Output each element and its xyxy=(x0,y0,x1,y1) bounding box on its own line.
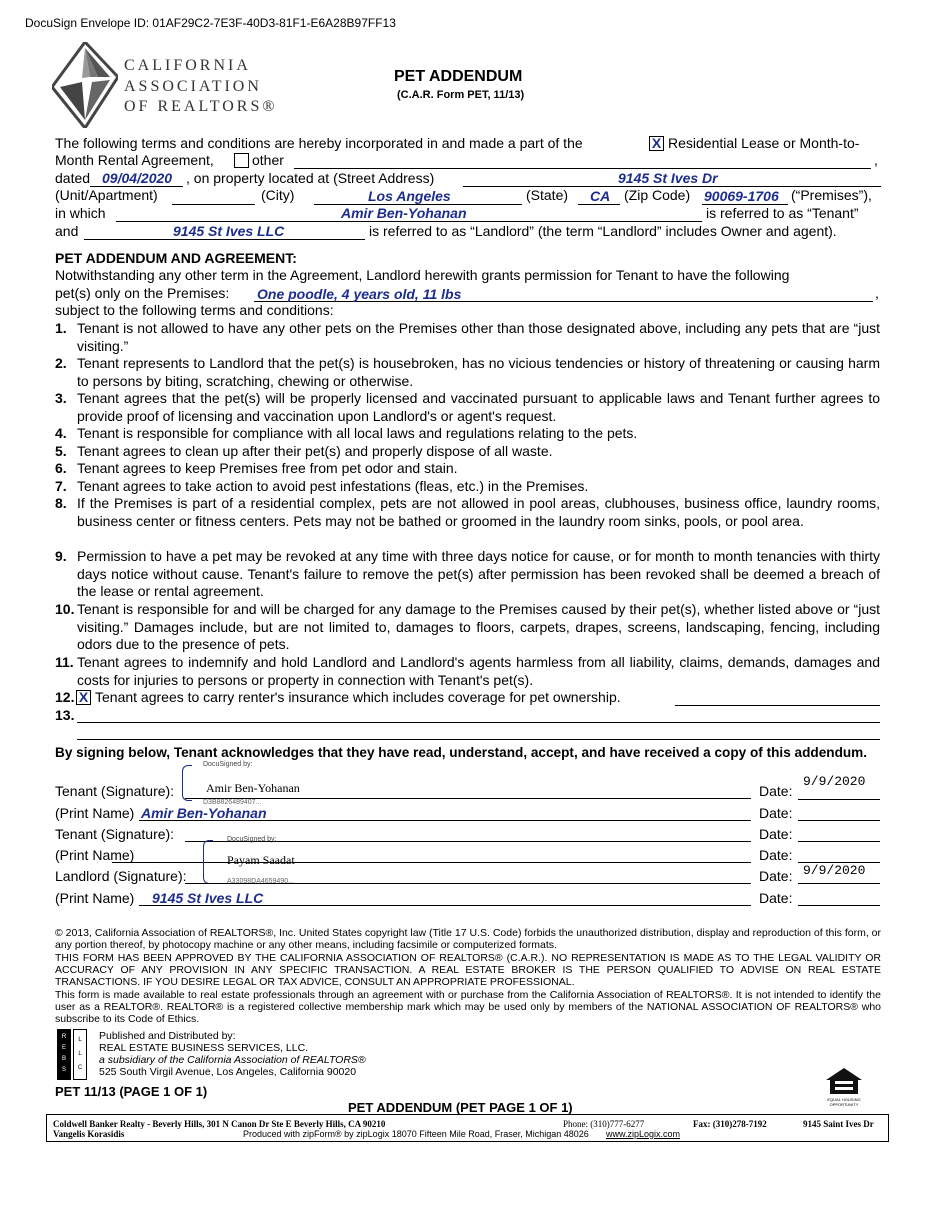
footer-broker: Coldwell Banker Realty - Beverly Hills, 301 N Canon Dr Ste E Beverly Hills, CA 90210 xyxy=(53,1119,386,1129)
term-number: 7. xyxy=(55,478,67,494)
state-label: (State) xyxy=(526,187,569,203)
print-name-label: (Print Name) xyxy=(55,890,135,906)
subject-label: subject to the following terms and conditions: xyxy=(55,302,334,318)
term-text: Tenant agrees that the pet(s) will be properly licensed and vaccinated pursuant to applicable laws and Tenant further agrees to provide proof of licensing and vaccination upon Landlord's or agent's request. xyxy=(77,390,880,424)
docusigned-by-label: DocuSigned by: xyxy=(203,761,253,768)
date-label: Date: xyxy=(759,890,793,906)
term-text: Tenant agrees to take action to avoid pest infestations (fleas, etc.) in the Premises. xyxy=(77,478,589,494)
date-label: Date: xyxy=(759,805,793,821)
dated-label: dated xyxy=(55,170,91,186)
unit-label: (Unit/Apartment) xyxy=(55,187,158,203)
unit-field[interactable] xyxy=(172,204,255,205)
date-label: Date: xyxy=(759,847,793,863)
term-number: 4. xyxy=(55,425,67,441)
footer-agent: Vangelis Korasidis xyxy=(53,1129,125,1139)
state-field-line xyxy=(578,204,620,205)
tenant-signature: Amir Ben-Yohanan xyxy=(206,781,300,795)
pets-comma: , xyxy=(875,285,879,301)
term-text: Tenant agrees to keep Premises free from pet odor and stain. xyxy=(77,460,458,476)
term-13-field[interactable] xyxy=(77,722,880,723)
in-which-label: in which xyxy=(55,205,106,221)
publisher-line-4: 525 South Virgil Avenue, Los Angeles, California 90020 xyxy=(99,1066,357,1078)
print-name-label: (Print Name) xyxy=(55,805,135,821)
zip-label: (Zip Code) xyxy=(624,187,691,203)
term-text: Tenant is not allowed to have any other pets on the Premises other than those designated above, including any pets that are “just visiting.” xyxy=(77,320,880,354)
acknowledgement: By signing below, Tenant acknowledges that they have read, understand, accept, and have received a copy of this addendum. xyxy=(55,745,868,760)
envelope-id: DocuSign Envelope ID: 01AF29C2-7E3F-40D3-81F1-E6A28B97FF13 xyxy=(25,16,396,30)
date-label: Date: xyxy=(759,783,793,799)
tenant2-signature-label: Tenant (Signature): xyxy=(55,826,175,842)
docusign-id: A33098DA4659490... xyxy=(227,878,294,885)
print-name-label: (Print Name) xyxy=(55,847,135,863)
form-title: PET ADDENDUM xyxy=(394,68,523,85)
docusign-id: D3B8826489407... xyxy=(203,799,262,806)
term-text: Tenant is responsible for and will be charged for any damage to the Premises caused by their pet(s), whether listed above or “just visiting.” Damages include, but are not limited to, damages to floors, carpets, drapes, screens, landscaping, fencing, including odors due to the presence of pets. xyxy=(77,601,880,653)
landlord-signature-label: Landlord (Signature): xyxy=(55,868,187,884)
pets-label: pet(s) only on the Premises: xyxy=(55,285,230,301)
term-number: 12. xyxy=(55,689,75,705)
org-line-2: ASSOCIATION xyxy=(124,77,262,95)
org-line-3: OF REALTORS® xyxy=(124,98,278,115)
state-value[interactable]: CA xyxy=(590,188,611,204)
docusign-bracket xyxy=(182,765,192,801)
car-logo-icon xyxy=(52,42,118,128)
tenant-print-value: Amir Ben-Yohanan xyxy=(141,805,267,821)
rebs-logo-icon xyxy=(57,1029,71,1080)
term-number: 10. xyxy=(55,601,75,617)
premises-label: (“Premises”), xyxy=(791,187,872,203)
term-number: 5. xyxy=(55,443,67,459)
landlord-date-field[interactable] xyxy=(798,883,880,884)
other-agreement-field[interactable] xyxy=(294,168,871,169)
agreement-line-1: Notwithstanding any other term in the Agreement, Landlord herewith grants permission for Tenant to have the following xyxy=(55,267,790,283)
landlord-ref-label: is referred to as “Landlord” (the term “Landlord” includes Owner and agent). xyxy=(369,223,837,239)
tenant-ref-label: is referred to as “Tenant” xyxy=(706,205,859,221)
tenant-print-date-field[interactable] xyxy=(798,820,880,821)
publisher-line-3: a subsidiary of the California Association of REALTORS® xyxy=(99,1054,366,1066)
intro-text-2: Residential Lease or Month-to- xyxy=(668,135,860,151)
term-number: 3. xyxy=(55,390,67,406)
term-text: Tenant agrees to clean up after their pet(s) and properly dispose of all waste. xyxy=(77,443,553,459)
page-reference: PET 11/13 (PAGE 1 OF 1) xyxy=(55,1084,208,1099)
term-text: Permission to have a pet may be revoked at any time with three days notice for cause, or for month to month tenancies with thirty days notice without cause. Tenant's failure to remove the pet(s) after permission has been revoked shall be deemed a breach of the lease or rental agreement. xyxy=(77,548,880,600)
tenant-name-value[interactable]: Amir Ben-Yohanan xyxy=(341,205,467,221)
tenant-date-value: 9/9/2020 xyxy=(803,774,866,789)
publisher-line-1: Published and Distributed by: xyxy=(99,1030,236,1042)
term-number: 2. xyxy=(55,355,67,371)
zip-value[interactable]: 90069-1706 xyxy=(704,188,779,204)
landlord-name-value[interactable]: 9145 St Ives LLC xyxy=(173,223,285,239)
term-text: Tenant agrees to indemnify and hold Landlord and Landlord's agents harmless from all liability, claims, demands, damages and costs for injuries to persons or property in connection with Tenant's pet(s). xyxy=(77,654,880,688)
term-number: 8. xyxy=(55,495,67,511)
residential-lease-checkbox[interactable]: X xyxy=(649,136,664,151)
street-value[interactable]: 9145 St Ives Dr xyxy=(618,170,718,186)
landlord-signature-field[interactable] xyxy=(185,883,751,884)
term-number: 11. xyxy=(55,654,74,670)
other-agreement-checkbox[interactable] xyxy=(234,153,249,168)
pets-value[interactable]: One poodle, 4 years old, 11 lbs xyxy=(257,286,462,302)
agreement-heading: PET ADDENDUM AND AGREEMENT: xyxy=(55,250,297,266)
footer-phone: Phone: (310)777-6277 xyxy=(563,1119,645,1129)
page-title-footer: PET ADDENDUM (PET PAGE 1 OF 1) xyxy=(348,1100,573,1115)
date-label: Date: xyxy=(759,826,793,842)
intro-text-3: Month Rental Agreement, xyxy=(55,152,214,168)
term-text: If the Premises is part of a residential complex, pets are not allowed in pool areas, clubhouses, business office, laundry rooms, business center or fitness centers. Pets may not be bathed or groomed in the laundry room sinks, pools, or pool area. xyxy=(77,495,880,529)
org-line-1: CALIFORNIA xyxy=(124,57,251,74)
form-subtitle: (C.A.R. Form PET, 11/13) xyxy=(397,89,525,101)
llc-logo-icon xyxy=(73,1029,87,1080)
city-label: (City) xyxy=(261,187,295,203)
landlord-signature: Payam Saadat xyxy=(227,853,295,867)
term-number: 9. xyxy=(55,548,67,564)
landlord-print-value: 9145 St Ives LLC xyxy=(152,890,264,906)
footer-doc-name: 9145 Saint Ives Dr xyxy=(803,1119,874,1129)
publisher-line-2: REAL ESTATE BUSINESS SERVICES, LLC. xyxy=(99,1042,309,1054)
landlord-name-line xyxy=(84,239,365,240)
date-label: Date: xyxy=(759,868,793,884)
term-number: 13. xyxy=(55,707,75,723)
tenant2-date-field[interactable] xyxy=(798,841,880,842)
tenant-signature-label: Tenant (Signature): xyxy=(55,783,175,799)
renters-insurance-checkbox[interactable]: X xyxy=(76,690,91,705)
equal-housing-icon xyxy=(822,1066,866,1096)
approval-disclaimer: THIS FORM HAS BEEN APPROVED BY THE CALIFORNIA ASSOCIATION OF REALTORS® (C.A.R.). NO REPRESENTATION IS MADE AS TO THE LEGAL VALIDITY OR ACCURACY OF ANY PROVISION IN ANY SPECIFIC TRANSACTION. A REAL ESTATE BROKER IS THE PERSON QUALIFIED TO ADVISE ON REAL ESTATE TRANSACTIONS. IF YOU DESIRE LEGAL OR TAX ADVICE, CONSULT AN APPROPRIATE PROFESSIONAL. xyxy=(55,952,881,989)
property-label: , on property located at (Street Address) xyxy=(186,170,435,186)
city-value[interactable]: Los Angeles xyxy=(368,188,451,204)
tenant-name-line xyxy=(116,221,702,222)
footer-fax: Fax: (310)278-7192 xyxy=(693,1119,767,1129)
term-number: 1. xyxy=(55,320,67,336)
equal-housing-text: EQUAL HOUSING OPPORTUNITY xyxy=(827,1097,861,1107)
dated-value[interactable]: 09/04/2020 xyxy=(102,170,173,186)
landlord-date-value: 9/9/2020 xyxy=(803,863,866,878)
docusign-bracket xyxy=(203,840,213,884)
term-text: Tenant is responsible for compliance with all local laws and regulations relating to the pets. xyxy=(77,425,638,441)
and-label: and xyxy=(55,223,79,239)
term-text: Tenant agrees to carry renter's insurance which includes coverage for pet ownership. xyxy=(95,689,621,705)
term-12-extra-field[interactable] xyxy=(675,705,880,706)
intro-comma: , xyxy=(874,152,878,168)
docusigned-by-label: DocuSigned by: xyxy=(227,836,277,843)
footer-url-link[interactable]: www.zipLogix.com xyxy=(606,1129,681,1139)
term-13-field-2[interactable] xyxy=(77,739,880,740)
intro-other-label: other xyxy=(252,152,284,168)
intro-text-1: The following terms and conditions are hereby incorporated in and made a part of the xyxy=(55,135,583,151)
llc-logo-letters: L L C xyxy=(77,1037,83,1071)
org-name xyxy=(124,56,278,118)
term-number: 6. xyxy=(55,460,67,476)
tenant-signature-field[interactable] xyxy=(185,798,751,799)
copyright-notice: © 2013, California Association of REALTORS®, Inc. United States copyright law (Title 17 U.S. Code) forbids the unauthorized distribution, display and reproduction of this form, or any portion thereof, by photocopy machine or any other means, including facsimile or computerized formats. xyxy=(55,927,881,952)
footer-produced: Produced with zipForm® by zipLogix 18070 Fifteen Mile Road, Fraser, Michigan 48026 xyxy=(243,1129,589,1139)
term-text: Tenant represents to Landlord that the pet(s) is housebroken, has no vicious tendencies or history of threatening or causing harm to persons by biting, scratching, chewing or otherwise. xyxy=(77,355,880,389)
rebs-logo-letters: R E B S xyxy=(61,1034,67,1073)
realtor-notice: This form is made available to real estate professionals through an agreement with or purchase from the California Association of REALTORS®. It is not intended to identify the user as a REALTOR®. REALTOR® is a registered collective membership mark which may be used only by members of the NATIONAL ASSOCIATION OF REALTORS® who subscribe to its Code of Ethics. xyxy=(55,989,881,1026)
tenant-date-field[interactable] xyxy=(798,799,880,800)
landlord-print-date-field[interactable] xyxy=(798,905,880,906)
